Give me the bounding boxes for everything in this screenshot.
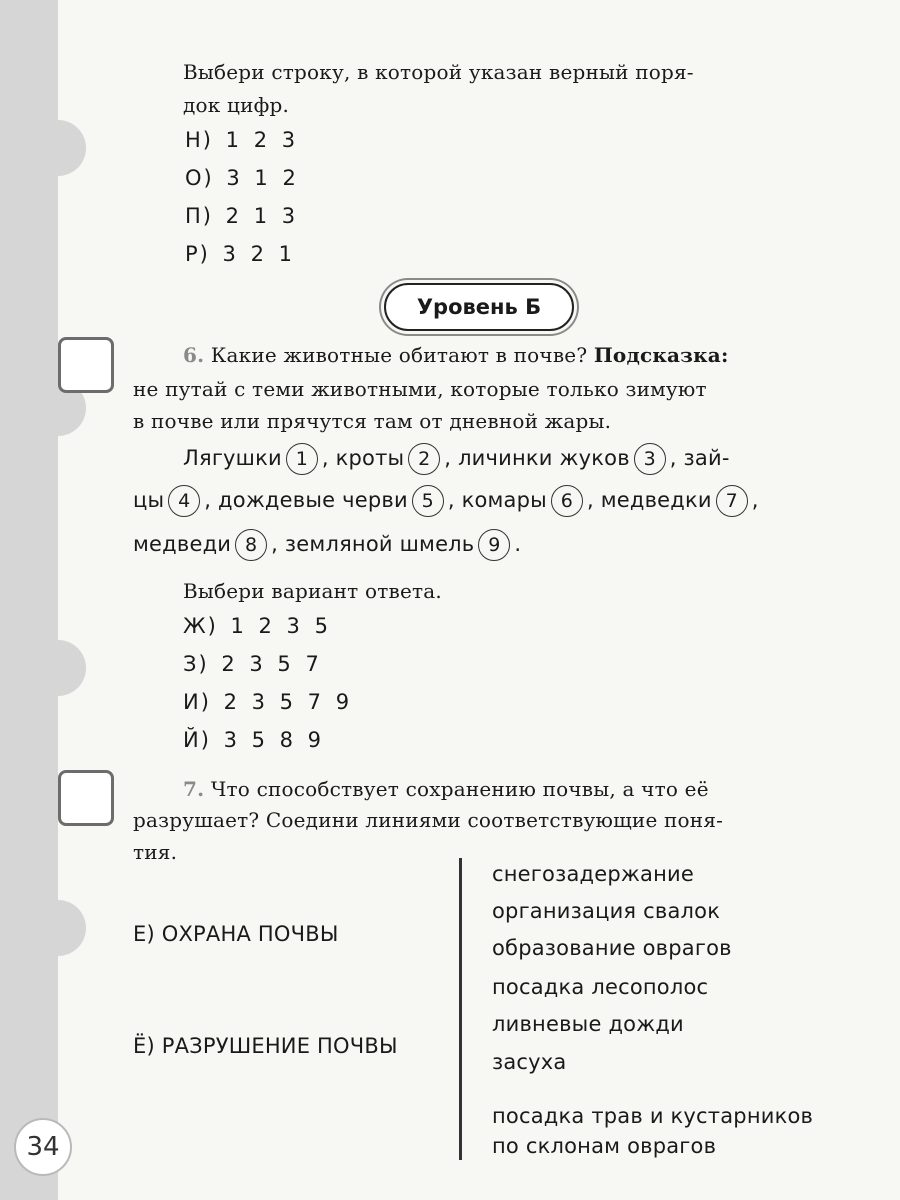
q6-line1 xyxy=(183,343,729,367)
number-circle: 4 xyxy=(168,485,200,517)
margin-scallop xyxy=(30,120,86,176)
q7-right-term[interactable]: организация свалок xyxy=(492,899,721,923)
q5-option[interactable]: П) 2 1 3 xyxy=(185,204,298,228)
page-number: 34 xyxy=(14,1118,72,1176)
q7-right-term[interactable]: посадка лесополос xyxy=(492,975,709,999)
q7-left-term[interactable]: Ё) РАЗРУШЕНИЕ ПОЧВЫ xyxy=(133,1034,398,1058)
q7-right-term[interactable]: образование оврагов xyxy=(492,936,732,960)
q5-prompt-line2: док цифр. xyxy=(183,93,290,117)
animal-name: личинки жуков xyxy=(458,446,630,470)
q5-option[interactable]: Н) 1 2 3 xyxy=(185,128,298,152)
q7-right-term[interactable]: засуха xyxy=(492,1050,567,1074)
animal-name: медведки xyxy=(600,488,712,512)
number-circle: 7 xyxy=(716,485,748,517)
margin-scallop xyxy=(30,900,86,956)
number-circle: 2 xyxy=(408,443,440,475)
number-circle: 8 xyxy=(235,529,267,561)
q7-right-term[interactable]: ливневые дожди xyxy=(492,1012,684,1036)
number-circle: 6 xyxy=(551,485,583,517)
number-circle: 5 xyxy=(412,485,444,517)
number-circle: 3 xyxy=(634,443,666,475)
q5-option[interactable]: О) 3 1 2 xyxy=(185,166,298,190)
q6-option[interactable]: И) 2 3 5 7 9 xyxy=(183,690,352,714)
animal-name: медведи xyxy=(133,532,232,556)
q6-number: 6. xyxy=(183,343,205,367)
animal-name: кроты xyxy=(335,446,405,470)
q6-animals-row1: Лягушки 1 , кроты 2 , личинки жуков 3 , зай- xyxy=(183,443,730,475)
animal-name: земляной шмель xyxy=(284,532,475,556)
animal-name: дождевые черви xyxy=(218,488,408,512)
q7-answer-box[interactable] xyxy=(58,770,114,826)
divider-line xyxy=(459,858,462,1160)
q6-answer-box[interactable] xyxy=(58,337,114,393)
number-circle: 9 xyxy=(478,529,510,561)
q6-line2: не путай с теми животными, которые только зимуют xyxy=(133,377,707,401)
q7-number: 7. xyxy=(183,777,205,801)
q5-prompt-line1: Выбери строку, в которой указан верный поря- xyxy=(183,60,694,84)
level-badge: Уровень Б xyxy=(384,283,574,331)
q6-animals-row3: медведи 8 , земляной шмель 9 . xyxy=(133,529,521,561)
q6-option[interactable]: Й) 3 5 8 9 xyxy=(183,728,324,752)
q6-line3: в почве или прячутся там от дневной жары. xyxy=(133,409,612,433)
q7-right-term[interactable]: снегозадержание xyxy=(492,862,694,886)
q6-option[interactable]: З) 2 3 5 7 xyxy=(183,652,321,676)
q6-option[interactable]: Ж) 1 2 3 5 xyxy=(183,614,330,638)
page-margin-decoration xyxy=(0,0,58,1200)
q7-line2: разрушает? Соедини линиями соответствующие поня- xyxy=(133,808,724,832)
q7-line3: тия. xyxy=(133,840,178,864)
animal-name: комары xyxy=(461,488,547,512)
q7-line1 xyxy=(183,777,709,801)
q7-right-term[interactable]: по склонам оврагов xyxy=(492,1134,717,1158)
number-circle: 1 xyxy=(286,443,318,475)
q5-option[interactable]: Р) 3 2 1 xyxy=(185,242,294,266)
q6-animals-row2: цы 4 , дождевые черви 5 , комары 6 , медведки 7 , xyxy=(133,485,759,517)
margin-scallop xyxy=(30,640,86,696)
q6-question: Какие животные обитают в почве? xyxy=(210,343,588,367)
q7-question: Что способствует сохранению почвы, а что её xyxy=(210,777,709,801)
animal-name: Лягушки xyxy=(183,446,282,470)
q7-left-term[interactable]: Е) ОХРАНА ПОЧВЫ xyxy=(133,922,339,946)
q6-choose-prompt: Выбери вариант ответа. xyxy=(183,579,442,603)
q7-right-term[interactable]: посадка трав и кустарников xyxy=(492,1104,814,1128)
q6-hint-label: Подсказка: xyxy=(593,343,729,367)
